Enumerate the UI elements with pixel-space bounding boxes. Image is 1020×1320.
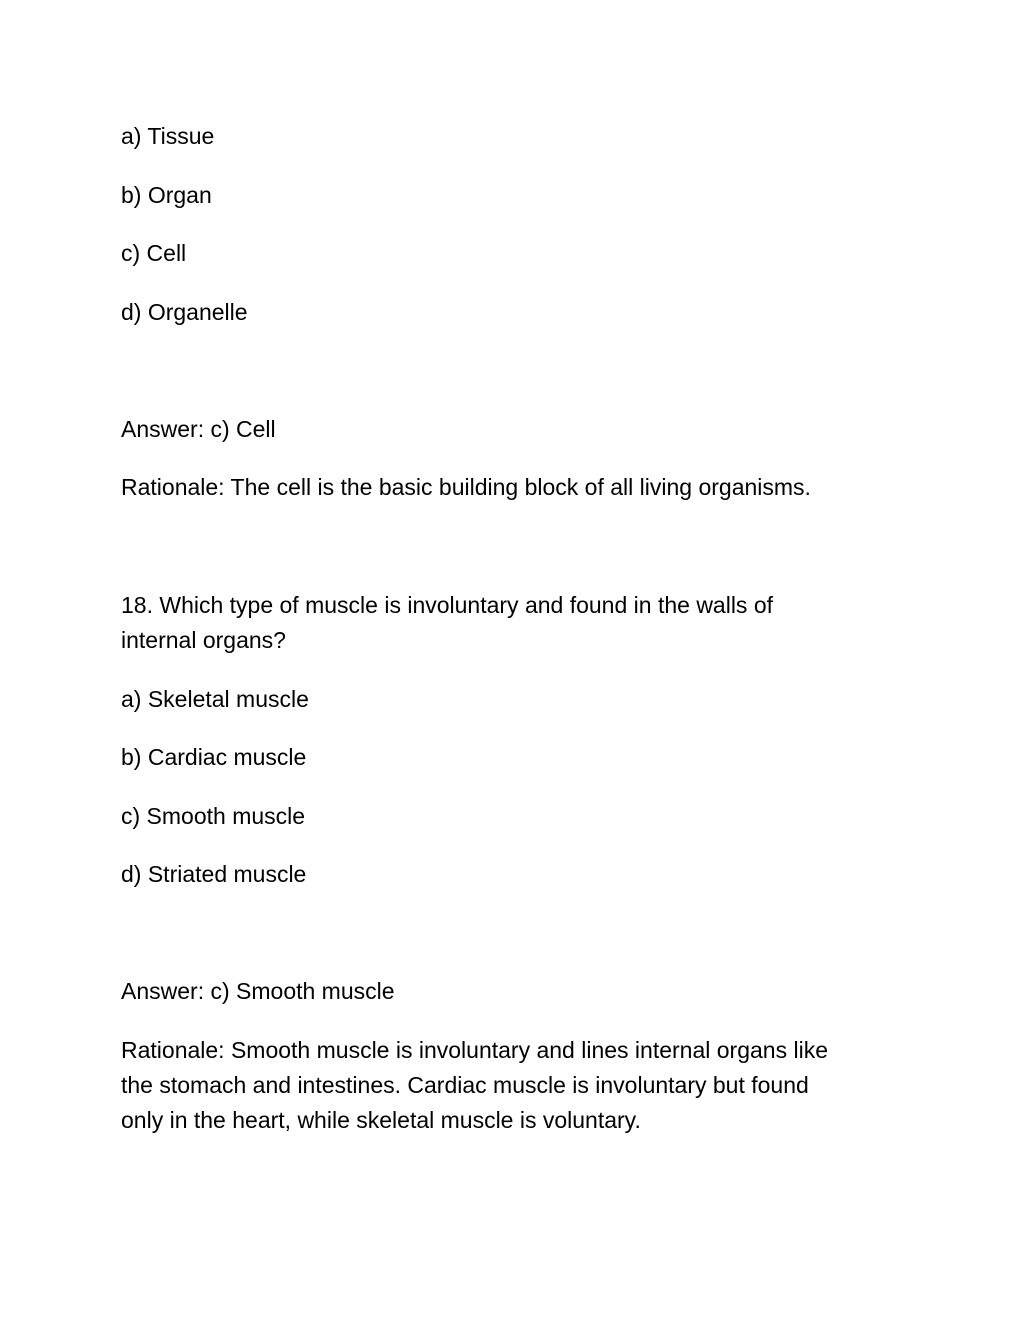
q18-rationale-line-3: only in the heart, while skeletal muscle is voluntary. — [121, 1107, 641, 1133]
q17-option-d: d) Organelle — [121, 299, 248, 325]
q17-option-c: c) Cell — [121, 240, 187, 266]
q18-option-a: a) Skeletal muscle — [121, 686, 309, 712]
q18-rationale-line-1: Rationale: Smooth muscle is involuntary and lines internal organs like — [121, 1037, 828, 1063]
q18-question-line-2: internal organs? — [121, 627, 286, 653]
q18-option-d: d) Striated muscle — [121, 861, 307, 887]
q17-option-b: b) Organ — [121, 182, 212, 208]
q17-rationale: Rationale: The cell is the basic building block of all living organisms. — [121, 474, 811, 500]
q18-option-b: b) Cardiac muscle — [121, 744, 307, 770]
q18-question-line-1: 18. Which type of muscle is involuntary and found in the walls of — [121, 592, 774, 618]
q17-option-a: a) Tissue — [121, 123, 215, 149]
q18-option-c: c) Smooth muscle — [121, 803, 306, 829]
q18-answer: Answer: c) Smooth muscle — [121, 978, 395, 1004]
q17-answer: Answer: c) Cell — [121, 416, 276, 442]
q18-rationale-line-2: the stomach and intestines. Cardiac muscle is involuntary but found — [121, 1072, 809, 1098]
